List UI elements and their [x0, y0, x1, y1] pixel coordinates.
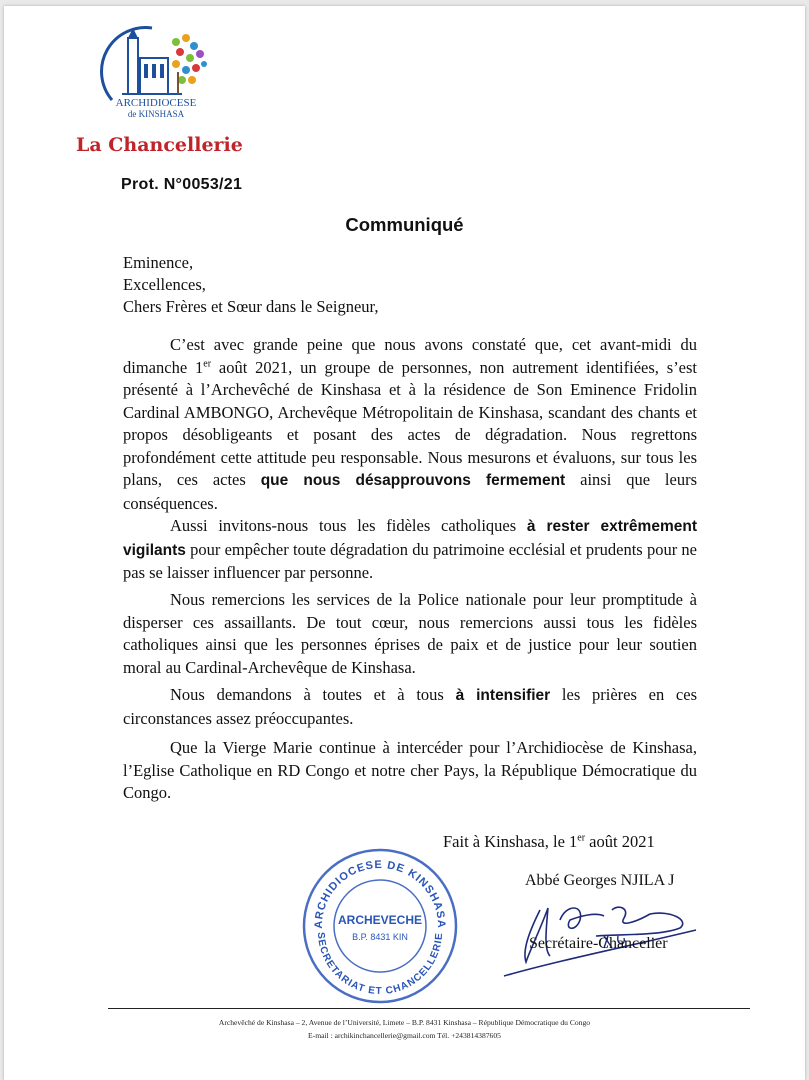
archdiocese-logo: [92, 22, 222, 122]
signer-name: Abbé Georges NJILA J: [525, 872, 675, 889]
salutation-2: Excellences,: [123, 275, 206, 294]
paragraph-5: Que la Vierge Marie continue à intercéder pour l’Archidiocèse de Kinshasa, l’Eglise Catholique en RD Congo et notre cher Pays, la République Démocratique du Congo.: [123, 738, 697, 802]
paragraph-2: Aussi invitons-nous tous les fidèles catholiques à rester extrêmement vigilants pour empêcher toute dégradation du patrimoine ecclésial et prudents pour ne pas se laisser influencer par personne.: [123, 516, 697, 582]
footer-contact: E-mail : archikinchancellerie@gmail.com Tél. +243814387605: [308, 1031, 501, 1040]
paragraph-1: C’est avec grande peine que nous avons constaté que, cet avant-midi du dimanche 1er août 2021, un groupe de personnes, non autrement identifiées, s’est présenté à l’Archevêché de Kinshasa et à la résidence de Son Eminence Fridolin Cardinal AMBONGO, Archevêque Métropolitain de Kinshasa, scandant des chants et propos désobligeants et posant des actes de dégradation. Nous regrettons profondément cette attitude peu responsable. Nous mesurons et évaluons, sur tous les plans, ces actes que nous désapprouvons fermement ainsi que leurs conséquences.: [123, 335, 698, 513]
department-heading: La Chancellerie: [76, 134, 243, 156]
footer-address: Archevêché de Kinshasa – 2, Avenue de l’Université, Limete – B.P. 8431 Kinshasa – République Démocratique du Congo: [218, 1018, 591, 1027]
logo-text-2: de KINSHASA: [127, 109, 185, 119]
salutation-3: Chers Frères et Sœur dans le Seigneur,: [123, 297, 379, 316]
paragraph-4: Nous demandons à toutes et à tous à intensifier les prières en ces circonstances assez préoccupantes.: [123, 685, 697, 728]
signer-role: Secrétaire-Chancelier: [529, 935, 668, 952]
stamp-bottom-text: SECRETARIAT ET CHANCELLERIE: [314, 931, 446, 998]
stamp-center-1: ARCHEVECHE: [337, 913, 423, 927]
footer-divider: [108, 1008, 750, 1009]
protocol-number: Prot. N°0053/21: [121, 176, 243, 193]
salutation-1: Eminence,: [123, 253, 194, 272]
document-title: Communiqué: [345, 214, 464, 235]
logo-text-1: ARCHIDIOCESE: [115, 97, 197, 109]
stamp-top-text: ARCHIDIOCESE DE KINSHASA: [312, 858, 448, 929]
official-stamp: [300, 846, 460, 1006]
place-and-date: Fait à Kinshasa, le 1er août 2021: [443, 832, 655, 851]
stamp-center-2: B.P. 8431 KIN: [352, 932, 408, 942]
paragraph-3: Nous remercions les services de la Police nationale pour leur promptitude à disperser ces assaillants. De tout cœur, nous remercions aussi tous les fidèles catholiques ainsi que les personnes éprises de paix et de justice pour leur soutien moral au Cardinal-Archevêque de Kinshasa.: [123, 590, 697, 677]
